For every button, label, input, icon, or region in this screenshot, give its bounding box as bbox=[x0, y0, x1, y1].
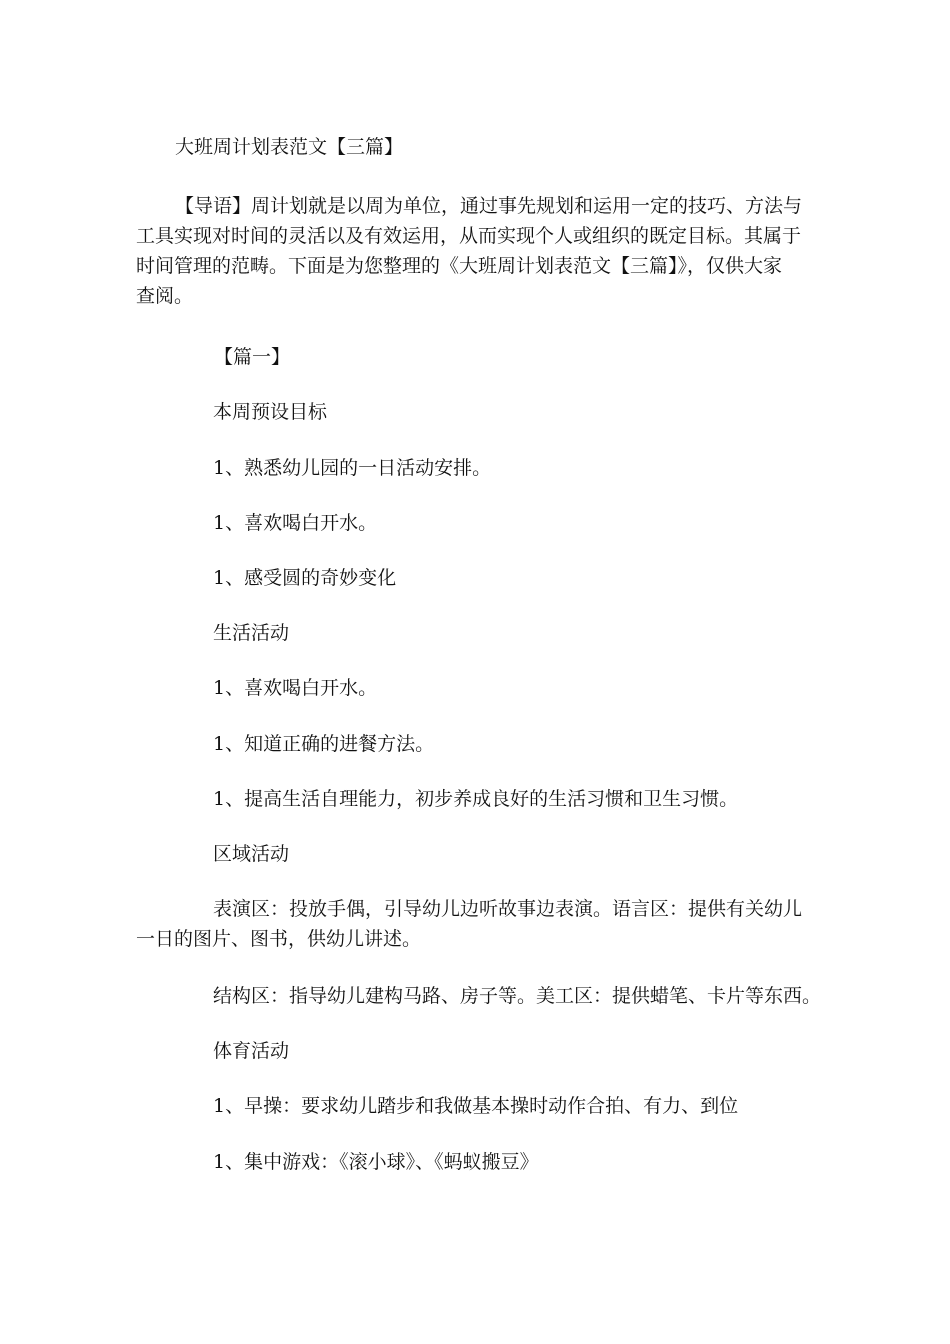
goals-heading: 本周预设目标 bbox=[213, 401, 328, 423]
intro-paragraph bbox=[136, 191, 816, 311]
intro-line: 时间管理的范畴。下面是为您整理的《大班周计划表范文【三篇】》，仅供大家 bbox=[136, 255, 783, 277]
life-item: 1、喜欢喝白开水。 bbox=[213, 677, 378, 699]
goal-item: 1、感受圆的奇妙变化 bbox=[213, 567, 397, 589]
life-heading: 生活活动 bbox=[213, 622, 290, 644]
intro-line: 查阅。 bbox=[136, 285, 194, 307]
intro-line: 工具实现对时间的灵活以及有效运用，从而实现个人或组织的既定目标。其属于 bbox=[136, 225, 802, 247]
pe-item: 1、集中游戏：《滚小球》、《蚂蚁搬豆》 bbox=[213, 1151, 539, 1173]
area-paragraph-line: 一日的图片、图书，供幼儿讲述。 bbox=[136, 928, 422, 950]
goal-item: 1、喜欢喝白开水。 bbox=[213, 512, 378, 534]
section-heading-one: 【篇一】 bbox=[214, 346, 291, 368]
area-paragraph-2: 结构区：指导幼儿建构马路、房子等。美工区：提供蜡笔、卡片等东西。 bbox=[213, 985, 822, 1007]
goal-item: 1、熟悉幼儿园的一日活动安排。 bbox=[213, 457, 492, 479]
area-paragraph bbox=[136, 894, 826, 954]
document-title: 大班周计划表范文【三篇】 bbox=[175, 136, 404, 158]
pe-item: 1、早操：要求幼儿踏步和我做基本操时动作合拍、有力、到位 bbox=[213, 1095, 739, 1117]
life-item: 1、提高生活自理能力，初步养成良好的生活习惯和卫生习惯。 bbox=[213, 788, 739, 810]
intro-line: 【导语】周计划就是以周为单位，通过事先规划和运用一定的技巧、方法与 bbox=[175, 195, 803, 217]
life-item: 1、知道正确的进餐方法。 bbox=[213, 733, 435, 755]
area-heading: 区域活动 bbox=[213, 843, 290, 865]
pe-heading: 体育活动 bbox=[213, 1040, 290, 1062]
area-paragraph-line: 表演区：投放手偶，引导幼儿边听故事边表演。语言区：提供有关幼儿 bbox=[213, 898, 803, 920]
